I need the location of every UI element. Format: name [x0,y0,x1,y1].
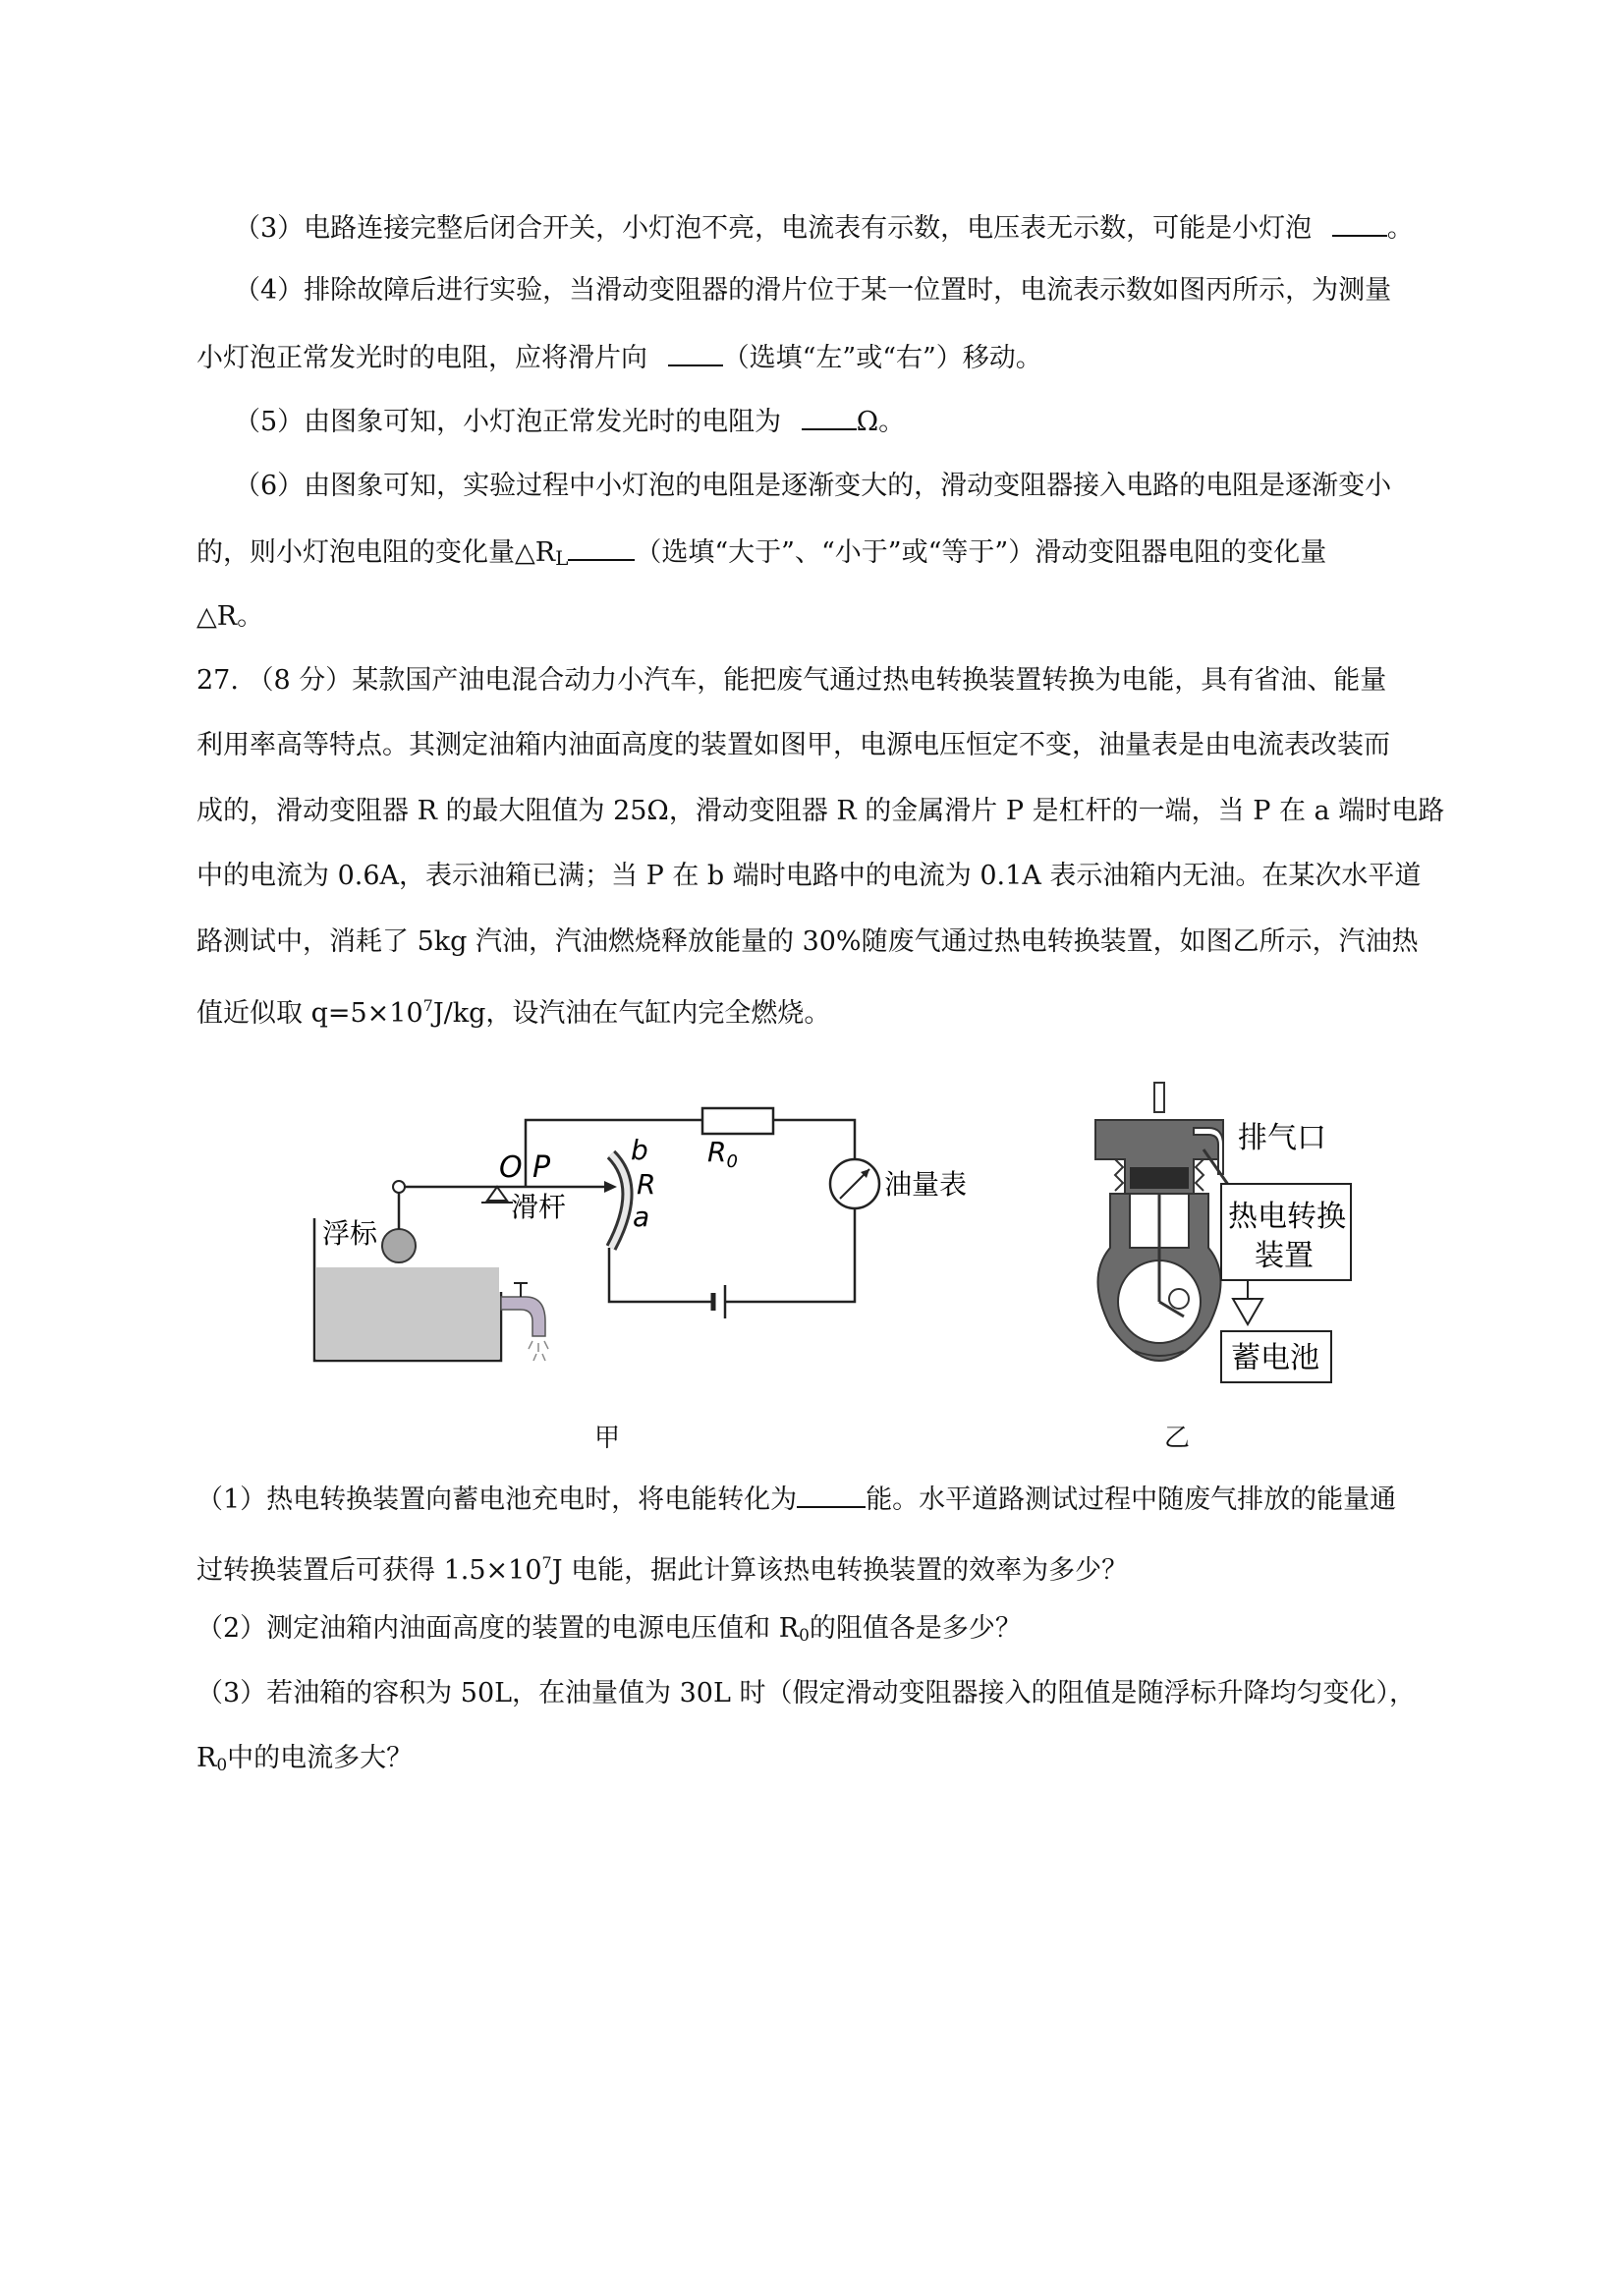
label-O: O [499,1150,523,1185]
figure-jia-oil-gauge-circuit [305,1100,982,1395]
oil-liquid [316,1267,499,1359]
q27-sub3-line1: （3）若油箱的容积为 50L，在油量值为 30L 时（假定滑动变阻器接入的阻值是随浮标升降均匀变化）， [196,1678,1416,1708]
q27-sub3-line2: $R_0$中的电流多大？ [196,1743,414,1775]
q26-part6-line1: （6）由图象可知，实验过程中小灯泡的电阻是逐渐变大的，滑动变阻器接入电路的电阻是逐渐变小 [234,471,1392,501]
battery-label: 蓄电池 [1231,1341,1319,1375]
q26-part4-line2: 小灯泡正常发光时的电阻，应将滑片向 （选填“左”或“右”）移动。 [196,339,1042,376]
label-a: a [633,1201,650,1233]
drip [529,1341,548,1361]
label-R0: $R_0$ [707,1136,738,1172]
q27-stem-line2: 利用率高等特点。其测定油箱内油面高度的装置如图甲，电源电压恒定不变，油量表是由电流表改装而 [196,730,1390,760]
q26-part4-line1: （4）排除故障后进行实验，当滑动变阻器的滑片位于某一位置时，电流表示数如图丙所示，为测量 [234,275,1392,306]
label-b: b [631,1134,648,1166]
answer-blank[interactable] [797,1481,866,1508]
lever-label: 滑杆 [511,1191,567,1223]
resistor-R0 [702,1108,773,1134]
exhaust-label: 排气口 [1238,1121,1326,1155]
device-label-2: 装置 [1255,1239,1314,1273]
q27-sub1-line1: （1）热电转换装置向蓄电池充电时，将电能转化为 能。水平道路测试过程中随废气排放的能量通 [196,1481,1396,1518]
faucet [501,1297,545,1336]
label-P: P [532,1150,551,1185]
q27-stem-line3: 成的，滑动变阻器 R 的最大阻值为 25Ω，滑动变阻器 R 的金属滑片 P 是杠杆的一端，当 P 在 a 端时电路 [196,796,1445,826]
figure-yi-caption: 乙 [1164,1424,1191,1453]
figure-jia-caption: 甲 [594,1424,621,1453]
q27-stem-line1: 27. （8 分）某款国产油电混合动力小汽车，能把废气通过热电转换装置转换为电能，具有省油、能量 [196,665,1387,696]
float [382,1229,416,1262]
q27-sub1-line2: 过转换装置后可获得 $1.5\times 10^7J$ 电能，据此计算该热电转换装置的效率为多少？ [196,1553,1129,1586]
answer-blank[interactable] [1332,209,1387,237]
down-arrow-icon [1233,1299,1262,1324]
meter-label: 油量表 [884,1168,968,1201]
float-label: 浮标 [322,1217,378,1250]
piston [1130,1167,1189,1189]
q27-stem-line5: 路测试中，消耗了 5kg 汽油，汽油燃烧释放能量的 30%随废气通过热电转换装置，如图乙所示，汽油热 [196,926,1419,957]
q27-stem-line6: 值近似取 $q=5\times 10^7J/kg$，设汽油在气缸内完全燃烧。 [196,996,831,1029]
q26-part5: （5）由图象可知，小灯泡正常发光时的电阻为 Ω。 [234,403,905,440]
q27-sub2: （2）测定油箱内油面高度的装置的电源电压值和 $R_0$的阻值各是多少？ [196,1613,1022,1646]
q27-stem-line4: 中的电流为 0.6A，表示油箱已满；当 P 在 b 端时电路中的电流为 0.1A 表示油箱内无油。在某次水平道 [196,861,1422,891]
q26-part6-line3: △R。 [196,601,264,632]
answer-blank[interactable] [568,533,635,561]
pivot [487,1187,507,1201]
device-label-1: 热电转换 [1228,1200,1346,1234]
q26-part6-line2: 的，则小灯泡电阻的变化量$\triangle R_L$ （选填“大于”、“小于”或“等于”）滑动变阻器电阻的变化量 [196,533,1326,576]
q26-part3: （3）电路连接完整后闭合开关，小灯泡不亮，电流表有示数，电压表无示数，可能是小灯泡 。 [234,209,1414,247]
figure-yi-engine [1086,1081,1380,1415]
answer-blank[interactable] [802,403,857,430]
answer-blank[interactable] [668,339,723,366]
label-R: R [637,1168,656,1201]
